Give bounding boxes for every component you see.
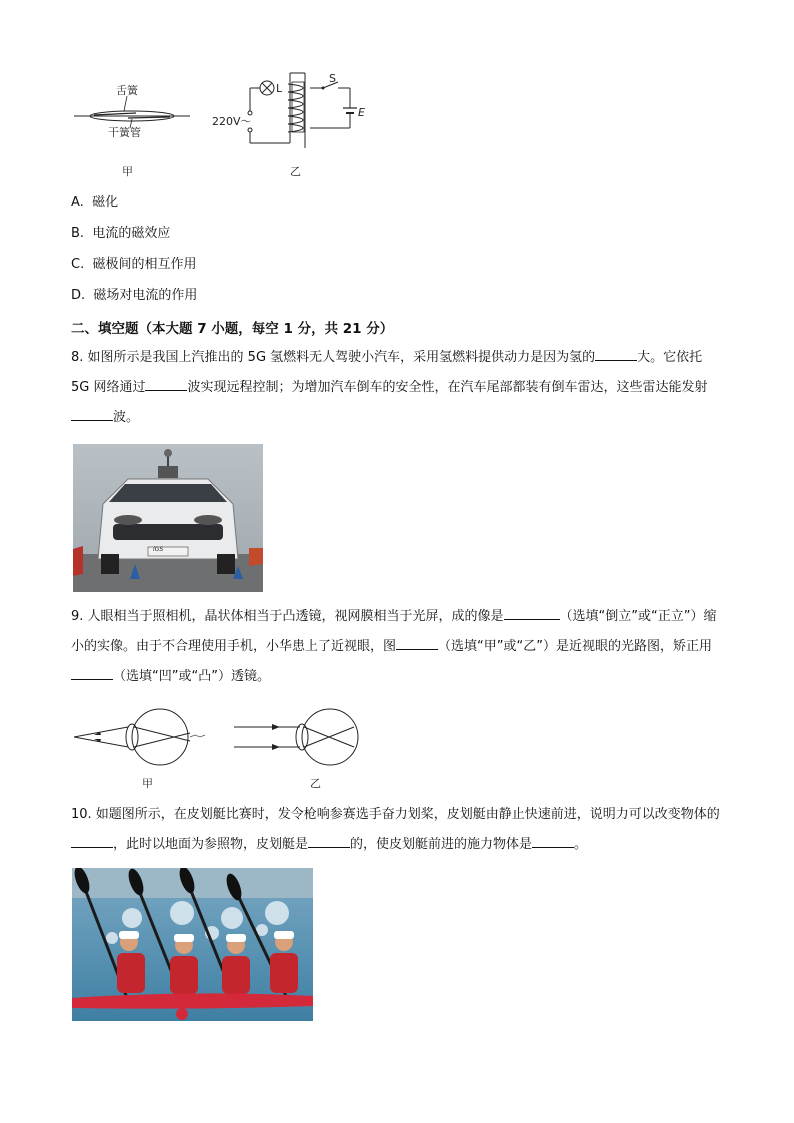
option-letter: D.: [71, 288, 86, 303]
q10-blank-3[interactable]: [532, 833, 574, 848]
option-letter: C.: [71, 257, 85, 272]
car-badge: iGS: [153, 546, 164, 553]
q9-text-2: （选填“倒立”或“正立”）缩小的实像。由于不合理使用手机，小华患上了近视眼，图: [71, 609, 717, 654]
q8-text-2: 大。它依托 5G 网络通过: [71, 350, 703, 395]
q8-blank-3[interactable]: [71, 406, 113, 421]
option-text: 磁极间的相互作用: [92, 257, 197, 272]
eye-ray-diagrams: [72, 705, 372, 780]
q10-blank-1[interactable]: [71, 833, 113, 848]
option-letter: B.: [71, 226, 85, 241]
eye-diagrams: [72, 705, 372, 795]
car-illustration: [73, 444, 263, 592]
car-photo: [73, 444, 263, 592]
lamp-label: L: [276, 82, 283, 95]
reed-label: 舌簧: [116, 84, 138, 97]
q10-text-4: 。: [574, 837, 588, 852]
figure-caption-yi: 乙: [290, 165, 301, 178]
option-b: [71, 225, 170, 243]
option-letter: A.: [71, 195, 84, 210]
eye-caption-yi: 乙: [310, 777, 321, 790]
question-10: [71, 800, 721, 860]
q10-text-1: 10. 如题图所示，在皮划艇比赛时，发令枪响参赛选手奋力划桨，皮划艇由静止快速前进，说明力可以改变物体的: [71, 807, 720, 822]
q8-text-4: 波。: [113, 410, 140, 425]
option-text: 磁场对电流的作用: [93, 288, 198, 303]
option-text: 电流的磁效应: [92, 226, 171, 241]
q8-text-3: 波实现远程控制；为增加汽车倒车的安全性，在汽车尾部都装有倒车雷达，这些雷达能发射: [187, 380, 708, 395]
voltage-label: 220V～: [212, 115, 252, 128]
tube-label: 干簧管: [108, 126, 141, 139]
q8-blank-1[interactable]: [595, 346, 637, 361]
option-d: [71, 287, 197, 305]
question-9: [71, 602, 721, 692]
q9-text-1: 9. 人眼相当于照相机，晶状体相当于凸透镜，视网膜相当于光屏，成的像是: [71, 609, 504, 624]
q9-text-3: （选填“甲”或“乙”）是近视眼的光路图，矫正用: [438, 639, 712, 654]
section-title: 二、填空题（本大题 7 小题，每空 1 分，共 21 分）: [71, 321, 394, 337]
q9-blank-3[interactable]: [71, 665, 113, 680]
q10-text-2: ，此时以地面为参照物，皮划艇是: [113, 837, 309, 852]
switch-label: S: [329, 72, 336, 85]
q10-blank-2[interactable]: [308, 833, 350, 848]
option-a: [71, 194, 118, 212]
q9-blank-2[interactable]: [396, 635, 438, 650]
kayak-illustration: [72, 868, 313, 1021]
question-8: [71, 343, 721, 433]
figure-relay-circuit: [210, 68, 370, 178]
option-text: 磁化: [92, 195, 119, 210]
battery-label: E: [358, 106, 365, 119]
option-c: [71, 256, 197, 274]
q10-text-3: 的，使皮划艇前进的施力物体是: [350, 837, 533, 852]
q9-blank-1[interactable]: [504, 605, 560, 620]
eye-caption-jia: 甲: [142, 777, 153, 790]
figure-caption-jia: 甲: [122, 165, 133, 178]
kayak-photo: [72, 868, 313, 1021]
q9-text-4: （选填“凹”或“凸”）透镜。: [113, 669, 270, 684]
figure-reed-switch: [72, 76, 192, 178]
q8-text-1: 8. 如图所示是我国上汽推出的 5G 氢燃料无人驾驶小汽车，采用氢燃料提供动力是因为氢的: [71, 350, 596, 365]
q8-blank-2[interactable]: [145, 376, 187, 391]
